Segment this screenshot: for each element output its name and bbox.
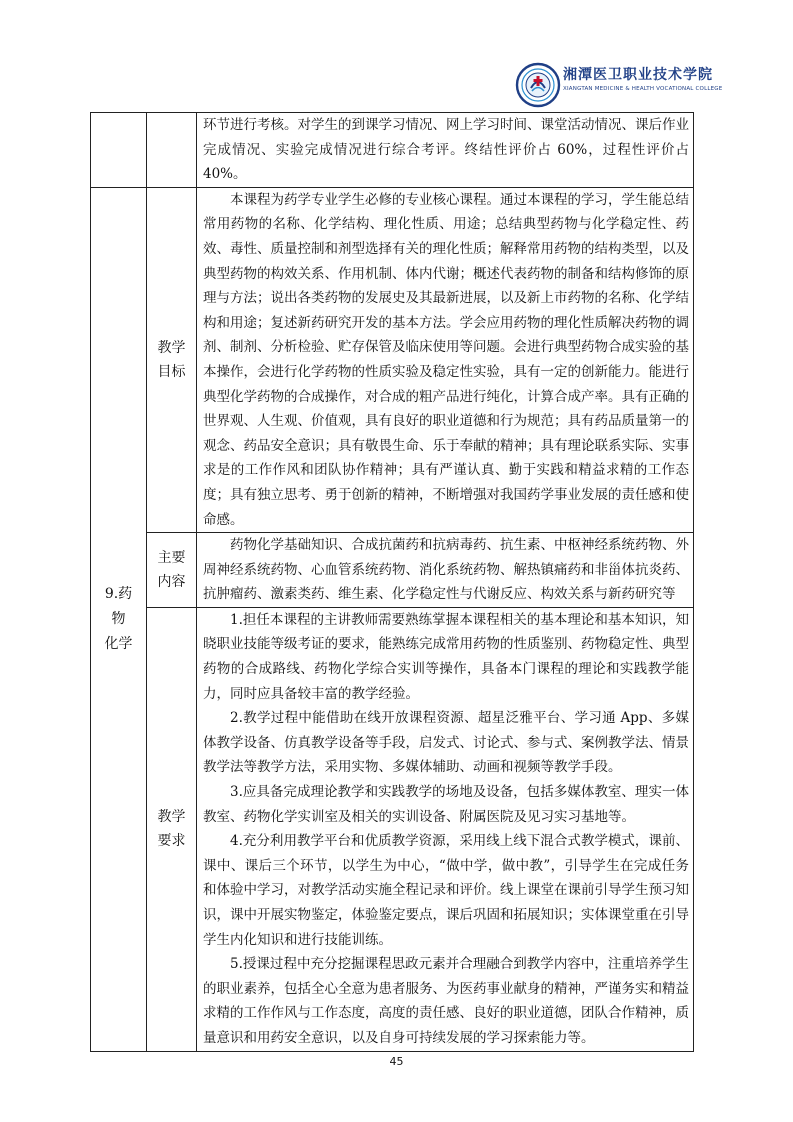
requirement-item-1: 1.担任本课程的主讲教师需要熟练掌握本课程相关的基本理论和基本知识，知晓职业技能等级考证的要求，能熟练完成常用药物的性质鉴别、药物稳定性、典型药物的合成路线、药物化学综合实训等操作，具备本门课程的理论和实践教学能力，同时应具备较丰富的教学经验。 <box>203 611 689 702</box>
school-name-cn: 湘潭医卫职业技术学院 <box>563 67 713 83</box>
requirement-item-2: 2.教学过程中能借助在线开放课程资源、超星泛雅平台、学习通 App、多媒体教学设备、仿真教学设备等手段，启发式、讨论式、参与式、案例教学法、情景教学法等教学方法，采用实物、多媒体辅助、动画和视频等教学手段。 <box>203 710 689 776</box>
requirement-item-4: 4.充分利用教学平台和优质教学资源，采用线上线下混合式教学模式，课前、课中、课后三个环节，以学生为中心，“做中学，做中教”，引导学生在完成任务和体验中学习，对教学活动实施全程记录和评价。线上课堂在课前引导学生预习知识，课中开展实物鉴定，体验鉴定要点，课后巩固和拓展知识；实体课堂重在引导学生内化知识和进行技能训练。 <box>203 833 689 948</box>
requirement-item-5: 5.授课过程中充分挖掘课程思政元素并合理融合到教学内容中，注重培养学生的职业素养，包括全心全意为患者服务、为医药事业献身的精神，严谨务实和精益求精的工作作风与工作态度，高度的责任感、良好的职业道德，团队合作精神，质量意识和用药安全意识，以及自身可持续发展的学习探索能力等。 <box>203 956 689 1046</box>
course-table <box>90 112 694 1052</box>
content-label-cell <box>147 533 197 608</box>
empty-cell <box>91 113 147 188</box>
goals-label-cell <box>147 187 197 532</box>
assessment-text-cell <box>197 113 694 188</box>
page-header <box>515 62 723 112</box>
content-text: 药物化学基础知识、合成抗菌药和抗病毒药、抗生素、中枢神经系统药物、外周神经系统药物、心血管系统药物、消化系统药物、解热镇痛药和非甾体抗炎药、抗肿瘤药、激素类药、维生素、化学稳定性与代谢反应、构效关系与新药研究等 <box>203 537 689 603</box>
table-row-requirements <box>91 607 694 1051</box>
goals-label-line1: 教学 <box>157 339 186 356</box>
goals-label-line2: 目标 <box>157 363 186 380</box>
requirement-item-3: 3.应具备完成理论教学和实践教学的场地及设备，包括多媒体教室、理实一体教室、药物化学实训室及相关的实训设备、附属医院及见习实习基地等。 <box>203 784 689 825</box>
goals-text-cell <box>197 187 694 532</box>
goals-text: 本课程为药学专业学生必修的专业核心课程。通过本课程的学习，学生能总结常用药物的名称、化学结构、理化性质、用途；总结典型药物与化学稳定性、药效、毒性、质量控制和剂型选择有关的理化性质；解释常用药物的结构类型，以及典型药物的构效关系、作用机制、体内代谢；概述代表药物的制备和结构修饰的原理与方法；说出各类药物的发展史及其最新进展，以及新上市药物的名称、化学结构和用途；复述新药研究开发的基本方法。学会应用药物的理化性质解决药物的调剂、制剂、分析检验、贮存保管及临床使用等问题。会进行典型药物合成实验的基本操作，会进行化学药物的性质实验及稳定性实验，具有一定的创新能力。能进行典型化学药物的合成操作，对合成的粗产品进行纯化，计算合成产率。具有正确的世界观、人生观、价值观，具有良好的职业道德和行为规范；具有药品质量第一的观念、药品安全意识；具有敬畏生命、乐于奉献的精神；具有理论联系实际、实事求是的工作作风和团队协作精神；具有严谨认真、勤于实践和精益求精的工作态度；具有独立思考、勇于创新的精神，不断增强对我国药学事业发展的责任感和使命感。 <box>203 191 689 528</box>
course-number: 9.药 <box>104 585 133 602</box>
requirements-text-cell <box>197 607 694 1051</box>
content-label-line2: 内容 <box>157 573 186 590</box>
assessment-text: 环节进行考核。对学生的到课学习情况、网上学习时间、课堂活动情况、课后作业完成情况、实验完成情况进行综合考评。终结性评价占 60%，过程性评价占 40%。 <box>203 117 689 183</box>
school-name-en: XIANGTAN MEDICINE & HEALTH VOCATIONAL COLLEGE <box>563 86 723 92</box>
table-row-continued <box>91 113 694 188</box>
table-row-content <box>91 533 694 608</box>
course-title-cell <box>91 187 147 1051</box>
college-logo-icon <box>515 62 561 108</box>
requirements-label-line1: 教学 <box>157 809 186 826</box>
page-number: 45 <box>389 1055 404 1068</box>
course-name-line2: 物 <box>111 610 126 627</box>
content-label-line1: 主要 <box>157 549 186 566</box>
requirements-label-cell <box>147 607 197 1051</box>
empty-cell <box>147 113 197 188</box>
requirements-label-line2: 要求 <box>157 833 186 850</box>
table-row-goals <box>91 187 694 532</box>
course-name-line3: 化学 <box>104 635 133 652</box>
content-text-cell <box>197 533 694 608</box>
